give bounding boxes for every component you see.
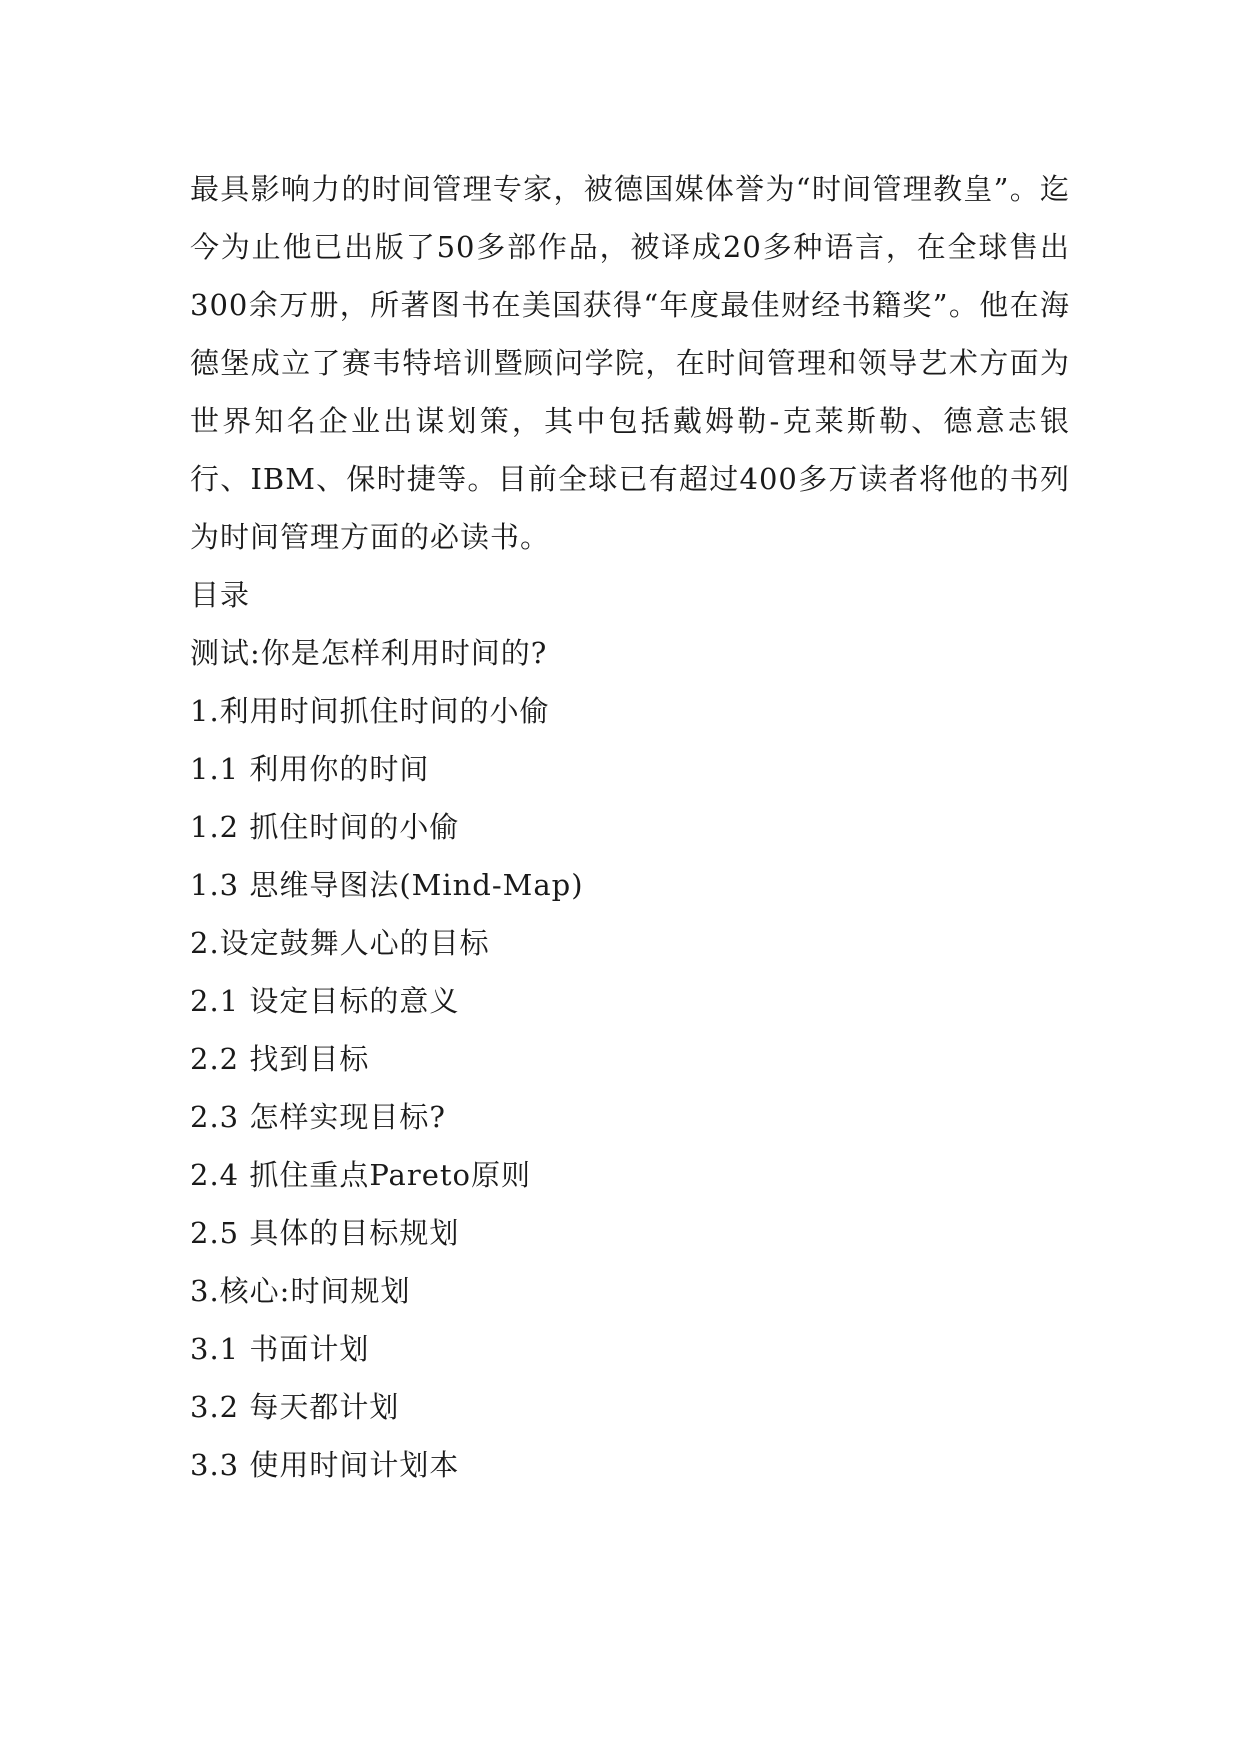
toc-item: 2.3 怎样实现目标?	[190, 1100, 446, 1134]
document-page	[190, 160, 1070, 1494]
toc-title: 目录	[190, 578, 251, 612]
toc-item: 1.利用时间抓住时间的小偷	[190, 694, 550, 728]
toc-item: 2.设定鼓舞人心的目标	[190, 926, 490, 960]
toc-list	[190, 624, 1070, 1494]
toc-item: 3.2 每天都计划	[190, 1390, 400, 1424]
toc-item: 2.2 找到目标	[190, 1042, 370, 1076]
toc-item: 1.1 利用你的时间	[190, 752, 430, 786]
toc-item: 3.3 使用时间计划本	[190, 1448, 460, 1482]
toc-item: 2.1 设定目标的意义	[190, 984, 460, 1018]
intro-paragraph: 最具影响力的时间管理专家，被德国媒体誉为“时间管理教皇”。迄今为止他已出版了50多部作品，被译成20多种语言，在全球售出300余万册，所著图书在美国获得“年度最佳财经书籍奖”。他在海德堡成立了赛韦特培训暨顾问学院，在时间管理和领导艺术方面为世界知名企业出谋划策，其中包括戴姆勒-克莱斯勒、德意志银行、IBM、保时捷等。目前全球已有超过400多万读者将他的书列为时间管理方面的必读书。	[190, 172, 1070, 554]
toc-item: 1.3 思维导图法(Mind-Map)	[190, 868, 584, 902]
toc-item: 3.核心:时间规划	[190, 1274, 411, 1308]
toc-item: 1.2 抓住时间的小偷	[190, 810, 460, 844]
toc-item: 2.4 抓住重点Pareto原则	[190, 1158, 531, 1192]
toc-item: 3.1 书面计划	[190, 1332, 370, 1366]
toc-item: 2.5 具体的目标规划	[190, 1216, 460, 1250]
toc-item: 测试:你是怎样利用时间的?	[190, 636, 548, 670]
